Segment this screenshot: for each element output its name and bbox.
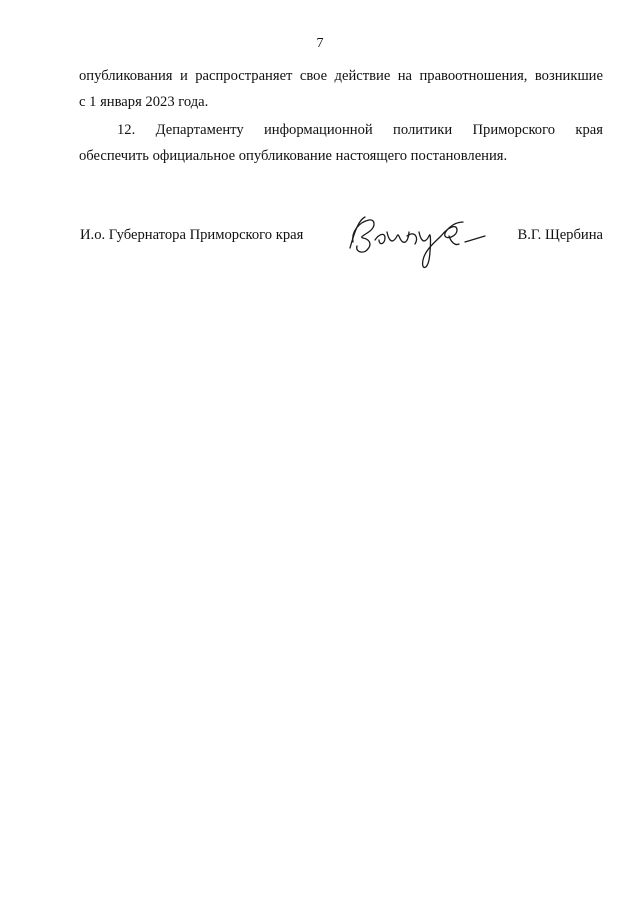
paragraph-1-line-1: опубликования и распространяет свое действие на правоотношения, возникшие <box>79 68 603 84</box>
signatory-title: И.о. Губернатора Приморского края <box>80 227 304 243</box>
paragraph-2 <box>79 117 603 169</box>
signatory-name: В.Г. Щербина <box>517 227 603 243</box>
paragraph-2-line-1: 12. Департаменту информационной политики Приморского края <box>117 122 603 138</box>
handwritten-signature <box>345 208 495 278</box>
paragraph-1-line-2: с 1 января 2023 года. <box>79 94 209 110</box>
paragraph-1 <box>79 63 603 115</box>
page-number: 7 <box>316 36 324 51</box>
paragraph-2-line-2: обеспечить официальное опубликование настоящего постановления. <box>79 148 508 164</box>
